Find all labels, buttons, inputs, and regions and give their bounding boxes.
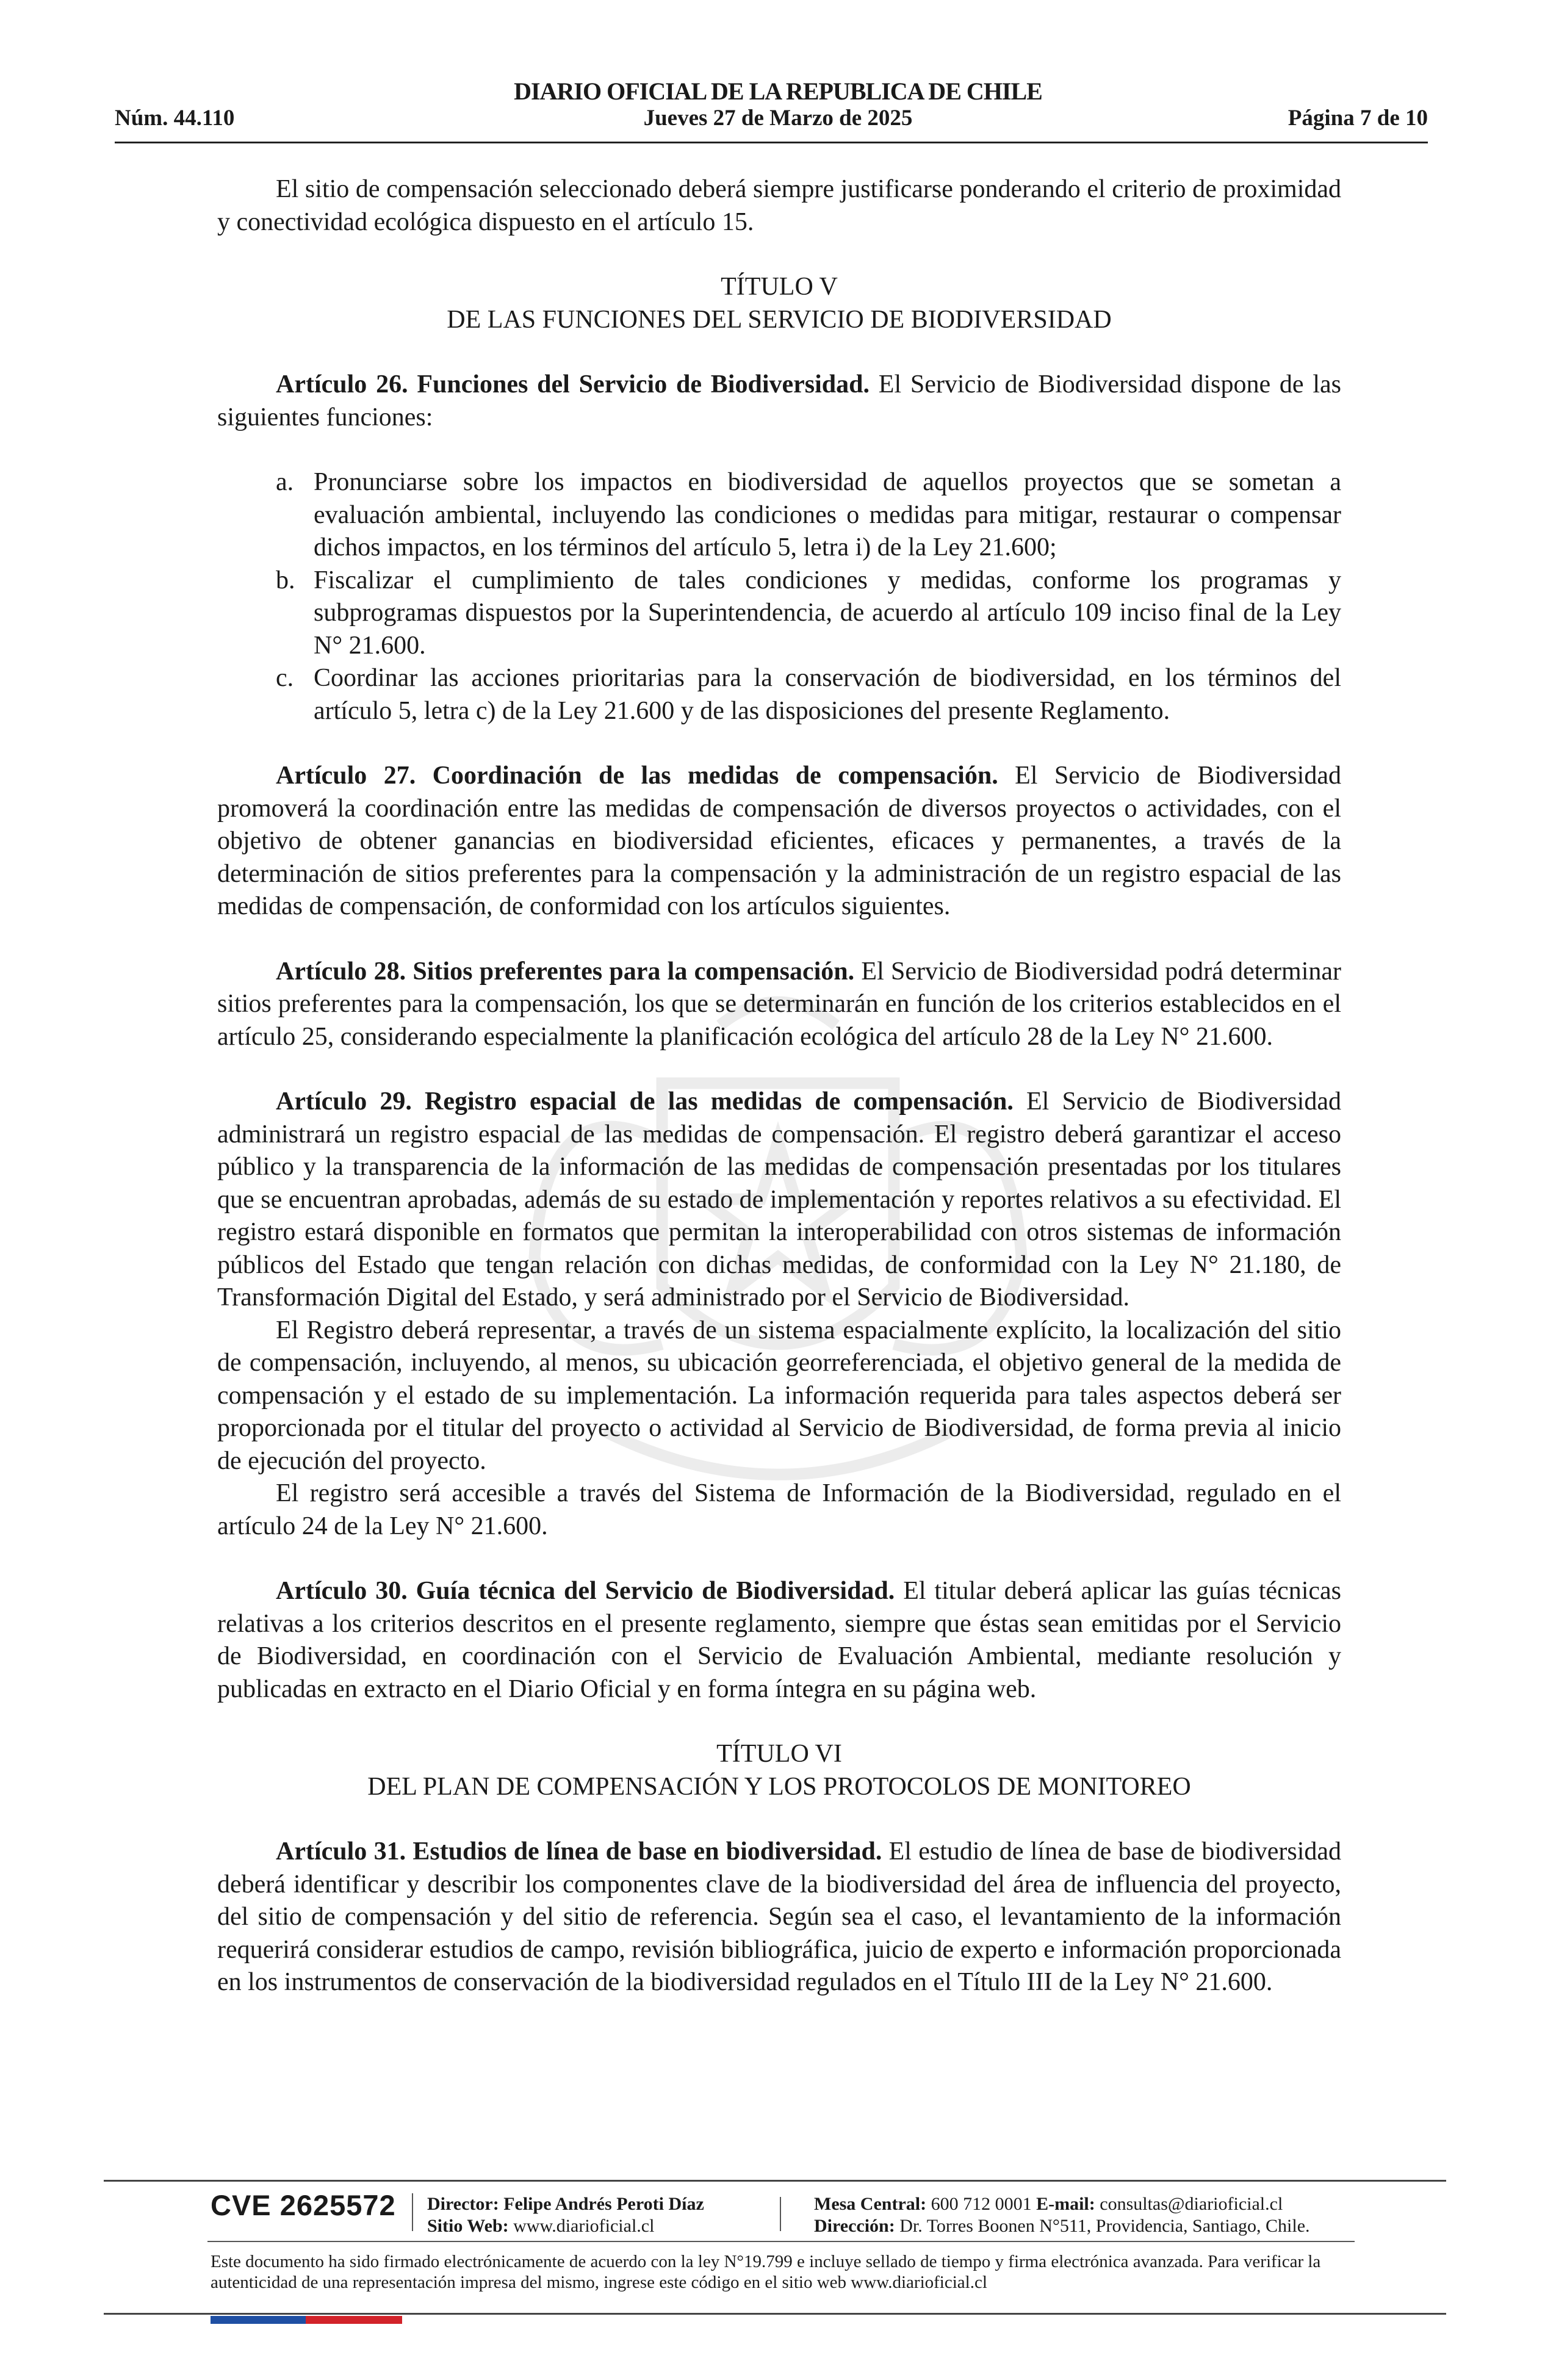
address-label: Dirección: <box>814 2216 895 2236</box>
article-28 <box>217 956 1341 1054</box>
list-item <box>217 662 1341 727</box>
footer-separator <box>412 2193 413 2231</box>
article-29-paragraph-2: El Registro deberá representar, a través de un sistema espacialmente explícito, la localización del sitio de compensación, incluyendo, al menos, su ubicación georreferenciada, el objetivo general de la medida de compensación y el estado de su implementación. La información requerida para tales aspectos deberá ser proporcionada por el titular del proyecto o actividad al Servicio de Biodiversidad, de forma previa al inicio de ejecución del proyecto. <box>217 1316 1341 1475</box>
article-28-text: El Servicio de Biodiversidad podrá determinar sitios preferentes para la compensación, los que se determinarán en función de los criterios establecidos en el artículo 25, considerando especialmente la planificación ecológica del artículo 28 de la Ley N° 21.600. <box>217 957 1341 1051</box>
article-27-heading: Artículo 27. Coordinación de las medidas de compensación. <box>276 762 998 790</box>
titulo-vi-name: DEL PLAN DE COMPENSACIÓN Y LOS PROTOCOLOS DE MONITOREO <box>367 1772 1191 1801</box>
article-26 <box>217 369 1341 434</box>
article-30-text: El titular deberá aplicar las guías técnicas relativas a los criterios descritos en el presente reglamento, siempre que éstas sean emitidas por el Servicio de Biodiversidad, en coordinación con el Servicio de Evaluación Ambiental, mediante resolución y publicadas en extracto en el Diario Oficial y en forma íntegra en su página web. <box>217 1577 1341 1703</box>
list-item <box>217 564 1341 663</box>
article-29-paragraph-3: El registro será accesible a través del Sistema de Información de la Biodiversidad, regulado en el artículo 24 de la Ley N° 21.600. <box>217 1479 1341 1540</box>
list-item-text: Pronunciarse sobre los impactos en biodiversidad de aquellos proyectos que se sometan a evaluación ambiental, incluyendo las condiciones o medidas para mitigar, restaurar o compensar dichos impactos, en los términos del artículo 5, letra i) de la Ley 21.600; <box>314 468 1341 561</box>
list-marker: b. <box>276 566 295 594</box>
mesa-central-phone: 600 712 0001 <box>926 2194 1037 2214</box>
article-26-text: El Servicio de Biodiversidad dispone de las siguientes funciones: <box>217 370 1341 431</box>
website-link[interactable]: www.diarioficial.cl <box>508 2216 655 2236</box>
article-30 <box>217 1575 1341 1706</box>
list-marker: c. <box>276 664 294 692</box>
document-body <box>217 173 1341 1999</box>
newspaper-title: DIARIO OFICIAL DE LA REPUBLICA DE CHILE <box>514 78 1042 105</box>
flag-stripe-red <box>306 2316 402 2324</box>
article-30-heading: Artículo 30. Guía técnica del Servicio de Biodiversidad. <box>276 1577 895 1605</box>
titulo-vi-number: TÍTULO VI <box>716 1740 842 1768</box>
footer-director-info <box>427 2193 704 2237</box>
list-item-text: Coordinar las acciones prioritarias para la conservación de biodiversidad, en los términos del artículo 5, letra c) de la Ley 21.600 y de las disposiciones del presente Reglamento. <box>314 664 1341 725</box>
footer-divider-middle <box>207 2241 1355 2242</box>
issue-number: Núm. 44.110 <box>115 106 235 131</box>
footer-contact-info <box>814 2193 1310 2237</box>
titulo-v-number: TÍTULO V <box>721 273 838 301</box>
article-26-heading: Artículo 26. Funciones del Servicio de Biodiversidad. <box>276 370 870 398</box>
titulo-v-heading <box>217 271 1341 336</box>
article-29 <box>217 1086 1341 1314</box>
list-item-text: Fiscalizar el cumplimiento de tales condiciones y medidas, conforme los programas y subprogramas dispuestos por la Superintendencia, de acuerdo al artículo 109 inciso final de la Ley N° 21.600. <box>314 566 1341 660</box>
issue-date: Jueves 27 de Marzo de 2025 <box>643 106 913 131</box>
article-31 <box>217 1836 1341 1999</box>
website-label: Sitio Web: <box>427 2216 509 2236</box>
article-26-list <box>217 466 1341 727</box>
director-name: Felipe Andrés Peroti Díaz <box>499 2194 704 2214</box>
footer-separator <box>780 2197 781 2231</box>
email-link[interactable]: consultas@diarioficial.cl <box>1095 2194 1283 2214</box>
list-marker: a. <box>276 468 294 496</box>
article-31-text: El estudio de línea de base de biodiversidad deberá identificar y describir los componentes clave de la biodiversidad del área de influencia del proyecto, del sitio de compensación y del sitio de referencia. Según sea el caso, el levantamiento de la información requerirá considerar estudios de campo, revisión bibliográfica, juicio de experto e información proporcionada en los instrumentos de conservación de la biodiversidad regulados en el Título III de la Ley N° 21.600. <box>217 1837 1341 1996</box>
cve-code: CVE 2625572 <box>211 2189 396 2221</box>
titulo-v-name: DE LAS FUNCIONES DEL SERVICIO DE BIODIVERSIDAD <box>447 305 1112 334</box>
address-value: Dr. Torres Boonen N°511, Providencia, Santiago, Chile. <box>895 2216 1310 2236</box>
article-27 <box>217 760 1341 923</box>
article-31-heading: Artículo 31. Estudios de línea de base en biodiversidad. <box>276 1837 882 1866</box>
page-number: Página 7 de 10 <box>1288 106 1428 131</box>
article-29-text: El Servicio de Biodiversidad administrará un registro espacial de las medidas de compensación. El registro deberá garantizar el acceso público y la transparencia de la información de las medidas de compensación presentadas por los titulares que se encuentran aprobadas, además de su estado de implementación y reportes relativos a su efectividad. El registro estará disponible en formatos que permitan la interoperabilidad con otros sistemas de información públicos del Estado que tengan relación con dichas medidas, de conformidad con la Ley N° 21.180, de Transformación Digital del Estado, y será administrado por el Servicio de Biodiversidad. <box>217 1087 1341 1311</box>
electronic-signature-note: Este documento ha sido firmado electrónicamente de acuerdo con la ley N°19.799 e incluye sellado de tiempo y firma electrónica avanzada. Para verificar la autenticidad de una representación impresa del mismo, ingrese este código en el sitio web www.diarioficial.cl <box>211 2252 1321 2292</box>
footer-divider-top <box>104 2180 1446 2182</box>
article-27-text: El Servicio de Biodiversidad promoverá la coordinación entre las medidas de compensación de diversos proyectos o actividades, con el objetivo de obtener ganancias en biodiversidad eficientes, eficaces y permanentes, a través de la determinación de sitios preferentes para la compensación y la administración de un registro espacial de las medidas de compensación, de conformidad con los artículos siguientes. <box>217 762 1341 920</box>
email-label: E-mail: <box>1036 2194 1095 2214</box>
header-divider <box>115 142 1428 143</box>
list-item <box>217 466 1341 564</box>
flag-stripe-blue <box>211 2316 306 2324</box>
article-29-heading: Artículo 29. Registro espacial de las medidas de compensación. <box>276 1087 1014 1116</box>
intro-paragraph: El sitio de compensación seleccionado deberá siempre justificarse ponderando el criterio de proximidad y conectividad ecológica dispuesto en el artículo 15. <box>217 175 1341 236</box>
mesa-central-label: Mesa Central: <box>814 2194 927 2214</box>
footer-divider-bottom <box>104 2313 1446 2315</box>
article-28-heading: Artículo 28. Sitios preferentes para la compensación. <box>276 957 855 986</box>
titulo-vi-heading <box>217 1738 1341 1803</box>
director-label: Director: <box>427 2194 499 2214</box>
